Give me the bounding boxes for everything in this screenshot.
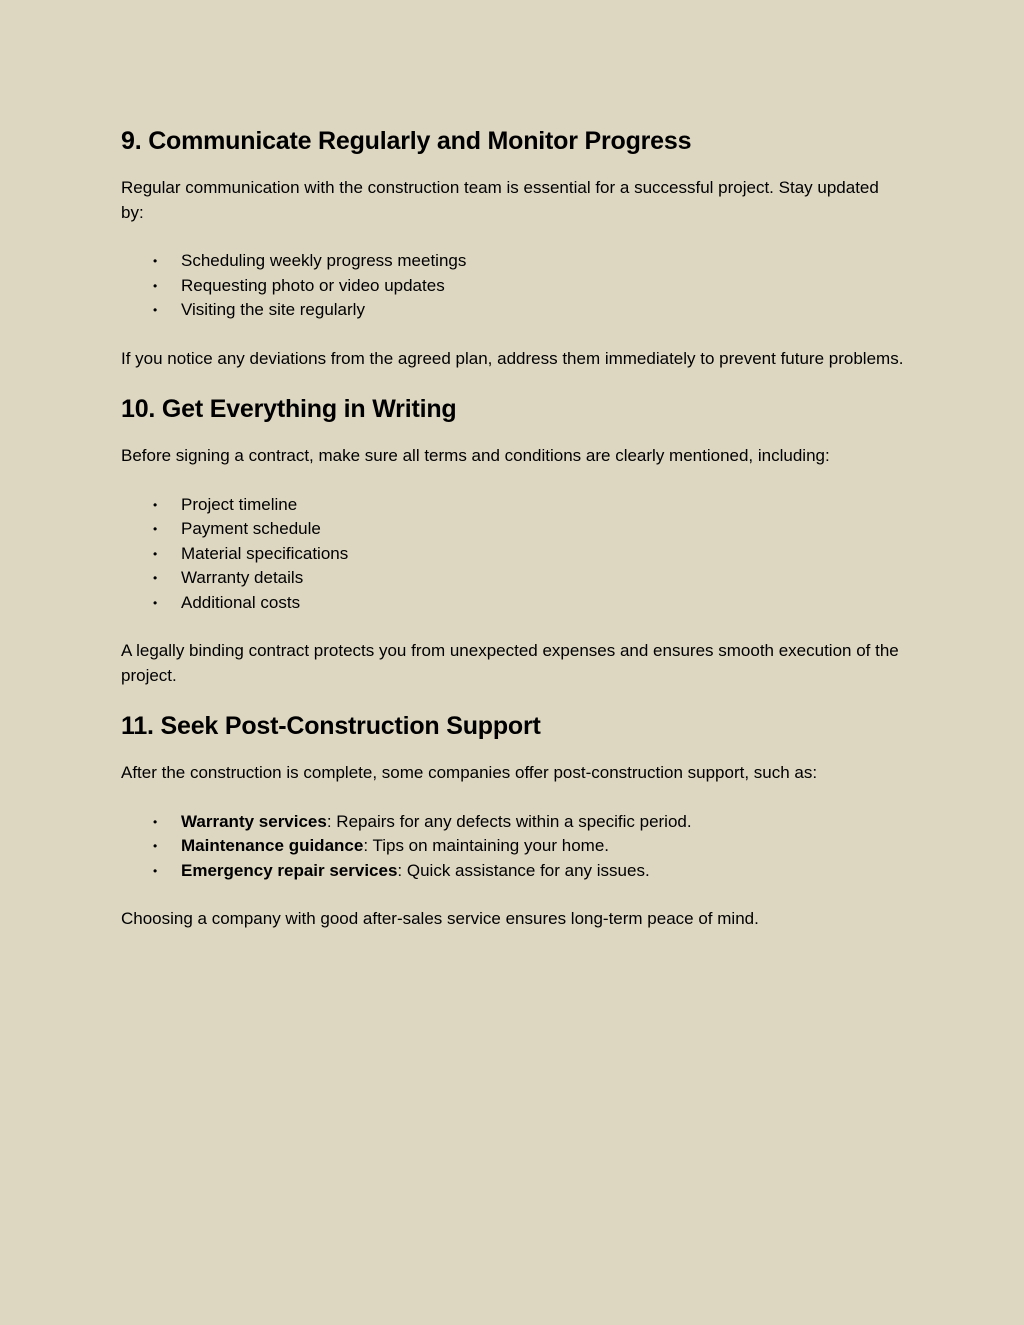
section-intro: After the construction is complete, some companies offer post-construction support, such as:	[121, 763, 818, 782]
section-writing	[121, 391, 904, 688]
list-item	[153, 859, 904, 884]
bullet-icon: •	[153, 595, 158, 610]
item-term: Maintenance guidance	[181, 836, 364, 855]
list-item: • Additional costs	[181, 591, 904, 616]
section-outro: Choosing a company with good after-sales service ensures long-term peace of mind.	[121, 909, 759, 928]
list-item: • Requesting photo or video updates	[181, 274, 904, 299]
bullet-list	[121, 249, 904, 323]
list-item: • Payment schedule	[181, 517, 904, 542]
list-item: • Visiting the site regularly	[181, 298, 904, 323]
list-item: • Project timeline	[181, 493, 904, 518]
list-item	[153, 834, 904, 859]
section-outro: If you notice any deviations from the agreed plan, address them immediately to prevent future problems.	[121, 348, 904, 368]
item-description: : Repairs for any defects within a specific period.	[326, 811, 692, 831]
bullet-icon: •	[153, 814, 158, 829]
item-term: Emergency repair services	[181, 860, 398, 880]
item-term: Warranty services	[181, 811, 327, 831]
item-description: : Tips on maintaining your home.	[363, 836, 610, 855]
bullet-icon: •	[153, 522, 158, 536]
bullet-icon: •	[153, 278, 158, 293]
section-post-construction	[121, 708, 904, 932]
section-heading: 10. Get Everything in Writing	[121, 395, 457, 423]
section-intro: Before signing a contract, make sure all terms and conditions are clearly mentioned, including:	[121, 446, 830, 465]
section-intro: Regular communication with the construction team is essential for a successful project. Stay updated by:	[121, 178, 879, 222]
list-item: • Material specifications	[181, 542, 904, 567]
list-item: • Warranty details	[181, 566, 904, 591]
bullet-icon: •	[153, 303, 158, 317]
section-heading: 9. Communicate Regularly and Monitor Progress	[121, 127, 692, 155]
bullet-icon: •	[153, 839, 158, 853]
section-communicate	[121, 123, 904, 371]
item-description: : Quick assistance for any issues.	[397, 860, 650, 880]
list-item: • Scheduling weekly progress meetings	[181, 249, 904, 274]
bullet-icon: •	[153, 546, 158, 561]
bullet-list	[121, 493, 904, 616]
bullet-icon: •	[153, 497, 158, 512]
section-heading: 11. Seek Post-Construction Support	[121, 712, 541, 740]
bullet-icon: •	[153, 863, 158, 878]
list-item	[153, 810, 904, 835]
bullet-list	[121, 810, 904, 884]
bullet-icon: •	[153, 571, 158, 585]
bullet-icon: •	[153, 254, 158, 268]
section-outro: A legally binding contract protects you from unexpected expenses and ensures smooth execution of the project.	[121, 641, 899, 685]
